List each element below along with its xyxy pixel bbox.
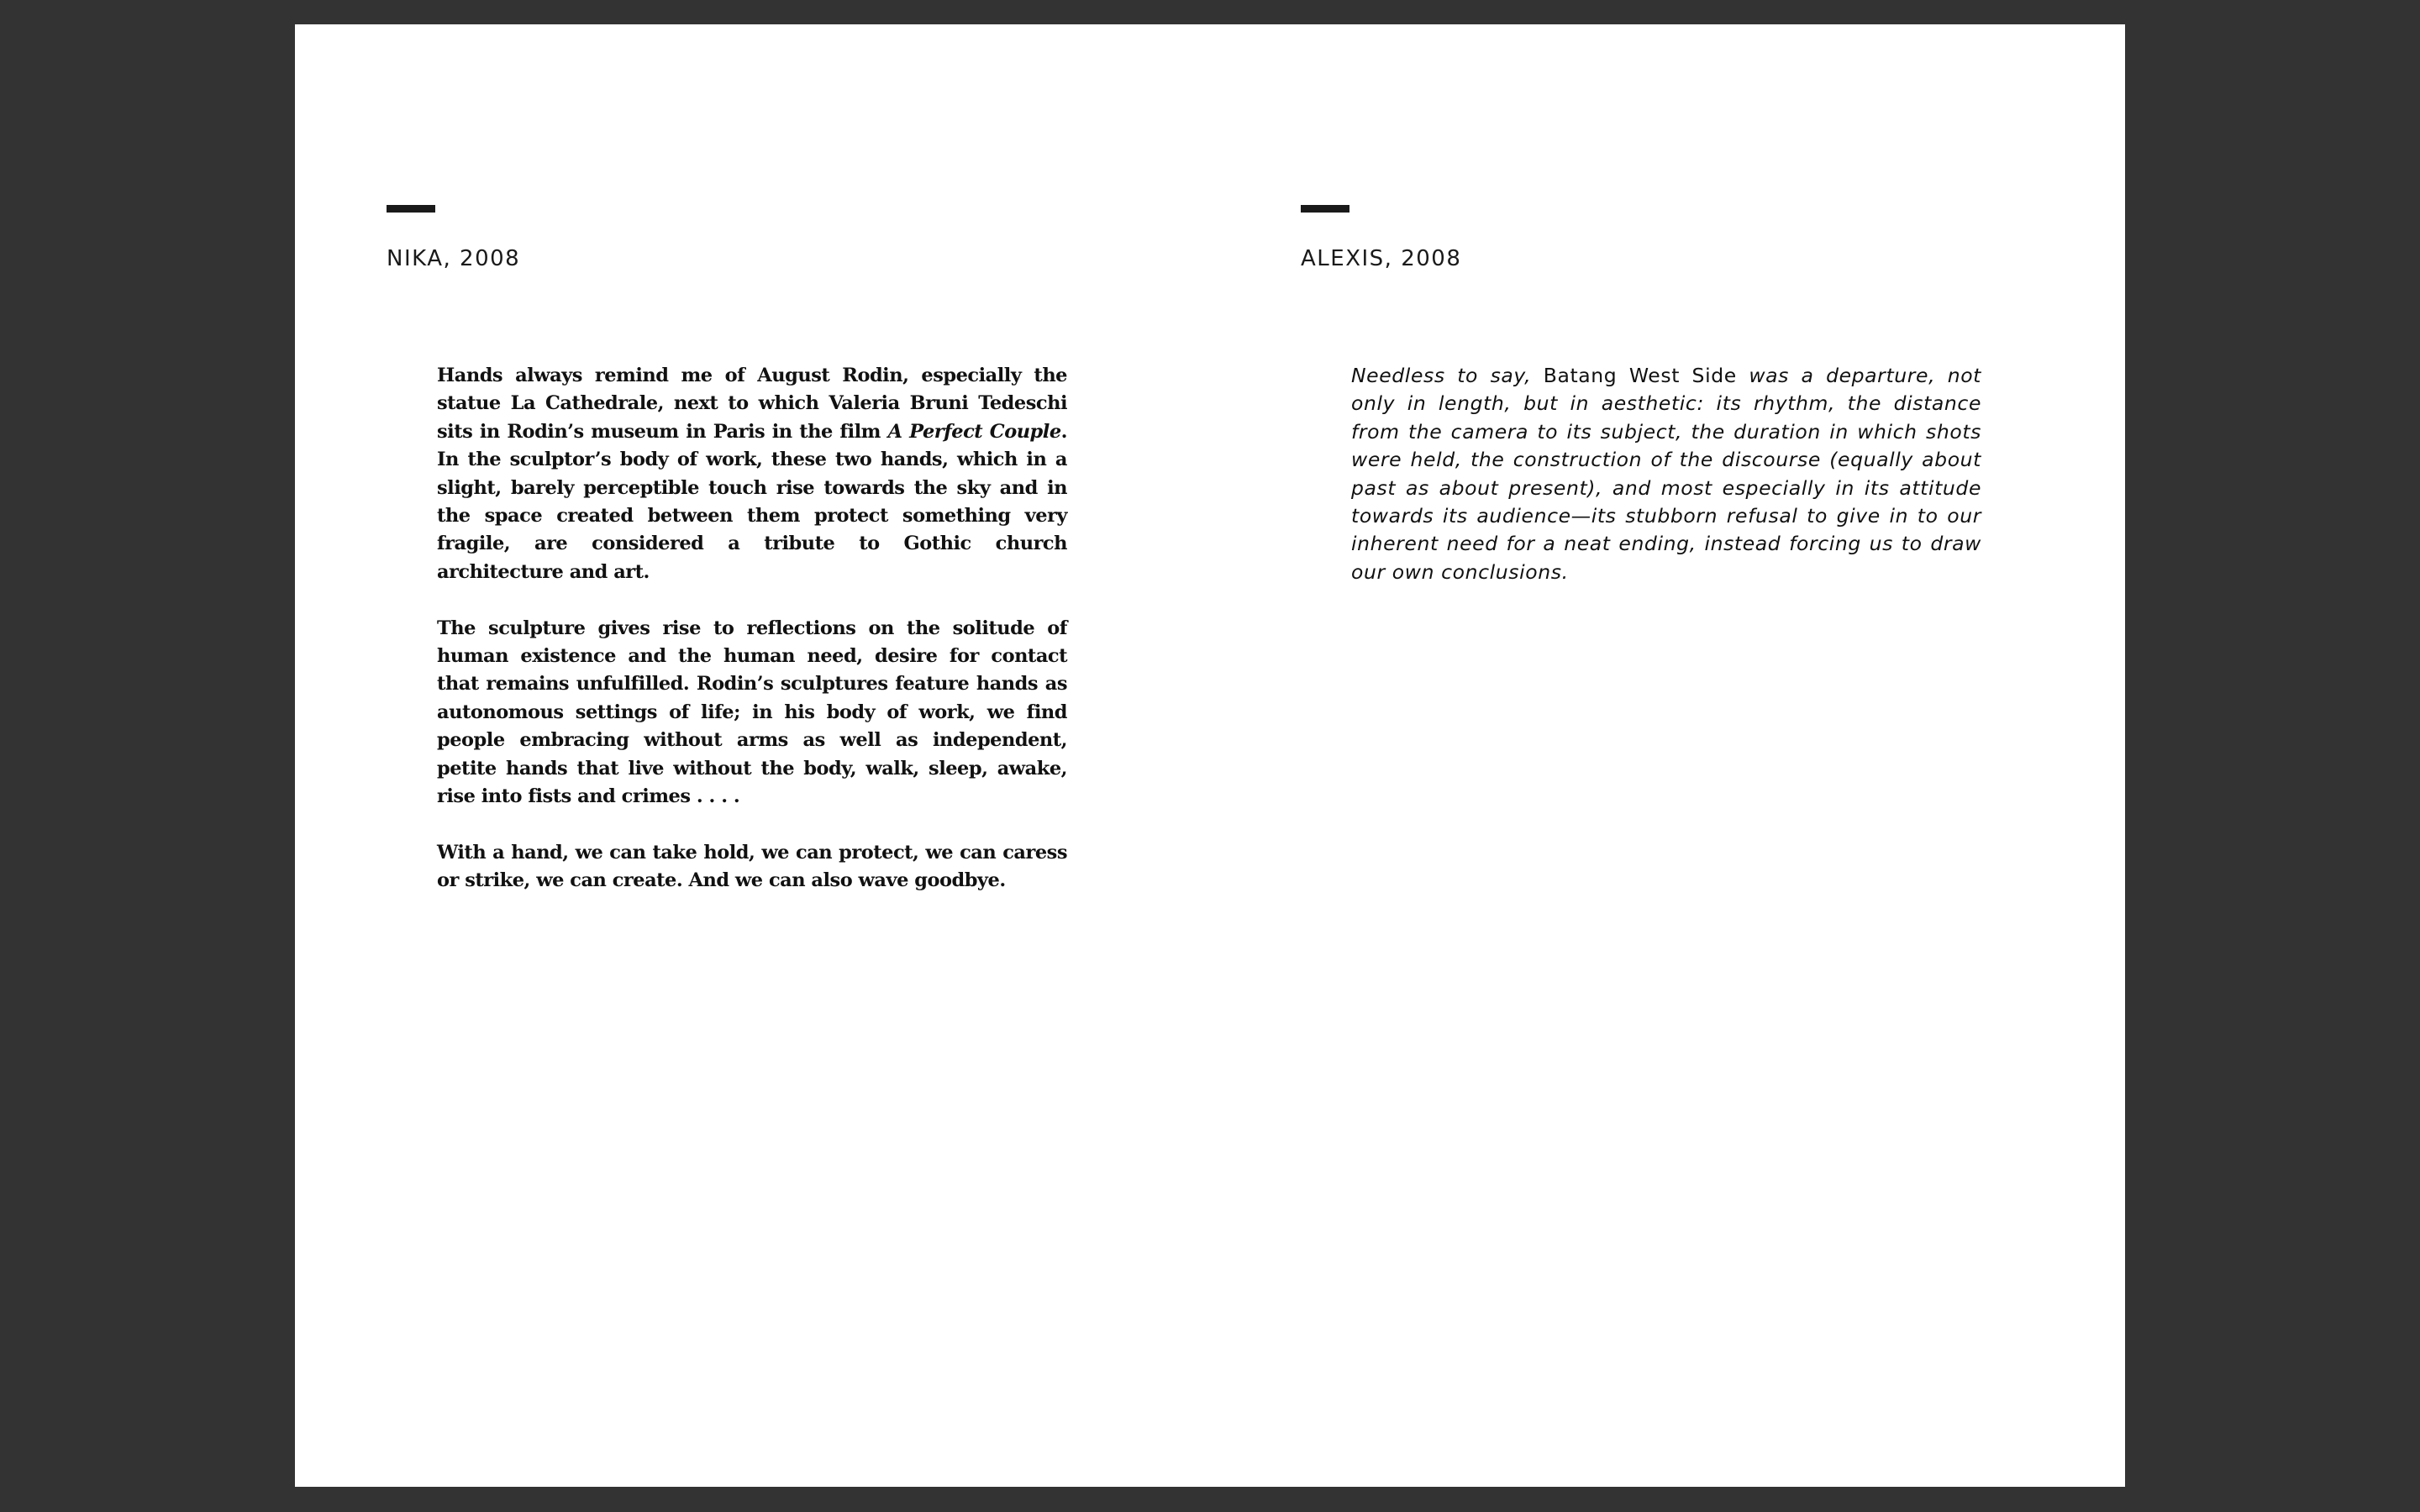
film-title-batang-west-side: Batang West Side — [1543, 364, 1737, 387]
paragraph-1-text-a: Needless to say, — [1351, 364, 1544, 387]
paragraph-1 — [1351, 362, 1981, 586]
paragraph-1-text-a: Hands always remind me of August Rodin, especially the statue La Cathedrale, next to which Valeria Bruni Tedeschi sits in Rodin’s museum in Paris in the film — [437, 365, 1067, 443]
section-heading-nika: NIKA, 2008 — [387, 246, 521, 271]
section-heading-alexis: ALEXIS, 2008 — [1301, 246, 1462, 271]
essay-text-alexis — [1351, 362, 1981, 615]
paragraph-1-text-b: . In the sculptor’s body of work, these two hands, which in a slight, barely perceptible touch rise towards the sky and in the space created between them protect something very fragile, are considered a tribute to Gothic church architecture and art. — [437, 420, 1067, 583]
essay-text-nika — [437, 362, 1067, 923]
paragraph-3: With a hand, we can take hold, we can protect, we can caress or strike, we can create. And we can also wave goodbye. — [437, 841, 1067, 892]
document-spread — [295, 24, 2125, 1487]
section-rule — [1301, 205, 1349, 213]
section-rule — [387, 205, 435, 213]
paragraph-2: The sculpture gives rise to reflections on the solitude of human existence and the human need, desire for contact that remains unfulfilled. Rodin’s sculptures feature hands as autonomous settings of life; in his body of work, we find people embracing without arms as well as independent, petite hands that live without the body, walk, sleep, awake, rise into fists and crimes . . . . — [437, 617, 1067, 808]
film-title-a-perfect-couple: A Perfect Couple — [887, 420, 1061, 443]
left-page — [295, 24, 1210, 1487]
right-page — [1210, 24, 2125, 1487]
paragraph-1-text-b: was a departure, not only in length, but in aesthetic: its rhythm, the distance from the camera to its subject, the duration in which shots were held, the construction of the discourse (equally about past as about present), and most especially in its attitude towards its audience—its stubborn refusal to give in to our inherent need for a neat ending, instead forcing us to draw our own conclusions. — [1351, 364, 1981, 584]
paragraph-1 — [437, 362, 1067, 586]
